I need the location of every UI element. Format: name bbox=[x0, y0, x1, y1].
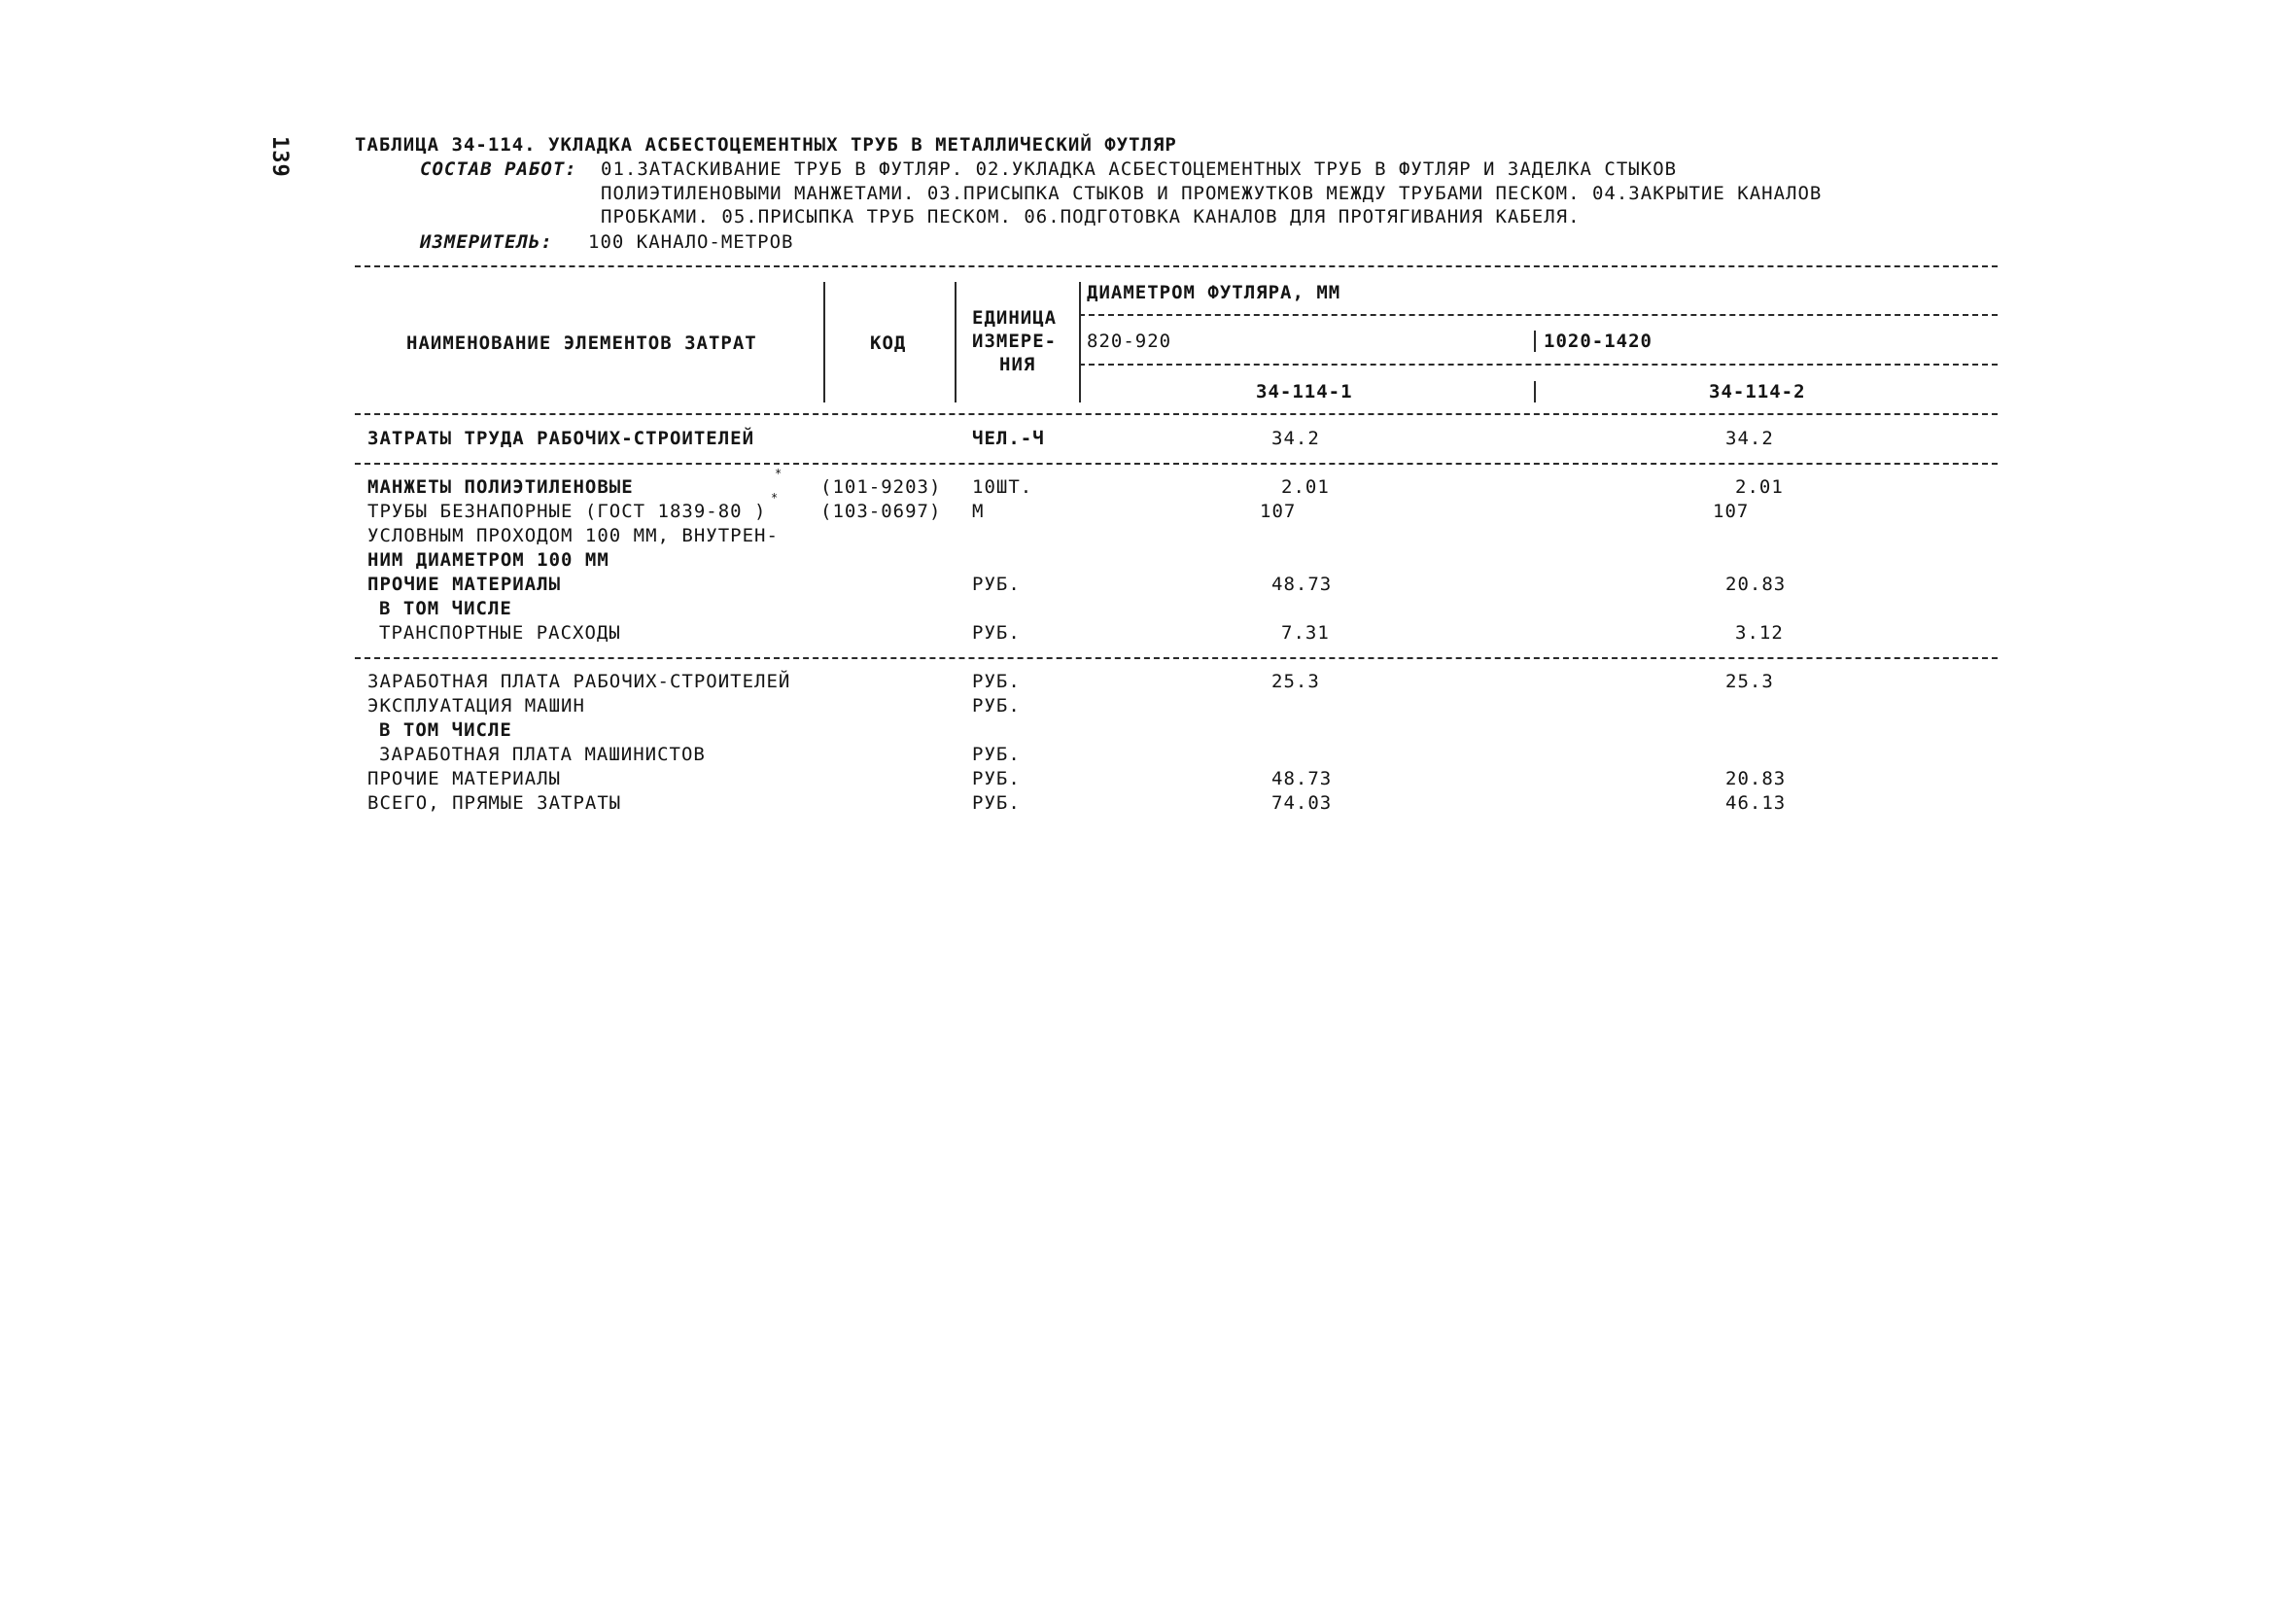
section-rule-2 bbox=[355, 657, 1998, 659]
header-separator-code bbox=[823, 282, 825, 402]
row-pipes-unit: М bbox=[972, 501, 985, 522]
section-rule-1 bbox=[355, 463, 1998, 465]
page-number: 139 bbox=[267, 136, 292, 178]
row-wages-name: ЗАРАБОТНАЯ ПЛАТА РАБОЧИХ-СТРОИТЕЛЕЙ bbox=[367, 671, 791, 692]
header-separator-range bbox=[1534, 331, 1536, 352]
row-pipes-name: ТРУБЫ БЕЗНАПОРНЫЕ (ГОСТ 1839-80 ) bbox=[367, 501, 767, 522]
header-unit-1: ЕДИНИЦА bbox=[972, 307, 1058, 329]
row-including-label-2: В ТОМ ЧИСЛЕ bbox=[379, 719, 512, 741]
row-wages-value-2: 25.3 bbox=[1725, 671, 1774, 692]
row-transport-unit: РУБ. bbox=[972, 622, 1021, 644]
row-other-materials-2-value-2: 20.83 bbox=[1725, 768, 1787, 789]
header-code: КОД bbox=[870, 332, 907, 354]
header-separator-diameter bbox=[1079, 282, 1081, 402]
header-range-2: 1020-1420 bbox=[1544, 331, 1652, 352]
row-other-materials-value-2: 20.83 bbox=[1725, 574, 1787, 595]
row-pipes-continuation-1: УСЛОВНЫМ ПРОХОДОМ 100 ММ, ВНУТРЕН- bbox=[367, 525, 779, 546]
row-total-value-1: 74.03 bbox=[1271, 792, 1333, 814]
row-pipes-code: (103-0697) bbox=[820, 501, 942, 522]
row-pipes-continuation-2: НИМ ДИАМЕТРОМ 100 ММ bbox=[367, 549, 609, 571]
work-line-3: ПРОБКАМИ. 05.ПРИСЫПКА ТРУБ ПЕСКОМ. 06.ПОДГОТОВКА КАНАЛОВ ДЛЯ ПРОТЯГИВАНИЯ КАБЕЛЯ. bbox=[601, 206, 1581, 227]
work-line-2: ПОЛИЭТИЛЕНОВЫМИ МАНЖЕТАМИ. 03.ПРИСЫПКА СТЫКОВ И ПРОМЕЖУТКОВ МЕЖДУ ТРУБАМИ ПЕСКОМ. 04.ЗАКРЫТИЕ КАНАЛОВ bbox=[601, 183, 1823, 204]
header-name: НАИМЕНОВАНИЕ ЭЛЕМЕНТОВ ЗАТРАТ bbox=[406, 332, 757, 354]
header-separator-col bbox=[1534, 381, 1536, 402]
table-top-rule bbox=[355, 265, 1998, 267]
row-operators-name: ЗАРАБОТНАЯ ПЛАТА МАШИНИСТОВ bbox=[379, 744, 706, 765]
header-rule-2 bbox=[1079, 364, 1998, 366]
header-separator-unit bbox=[955, 282, 957, 402]
row-operators-unit: РУБ. bbox=[972, 744, 1021, 765]
row-labor-value-2: 34.2 bbox=[1725, 428, 1774, 449]
row-pipes-mark: * bbox=[771, 491, 780, 505]
row-cuffs-value-2: 2.01 bbox=[1735, 476, 1784, 498]
row-pipes-value-2: 107 bbox=[1713, 501, 1750, 522]
row-other-materials-2-value-1: 48.73 bbox=[1271, 768, 1333, 789]
row-cuffs-code: (101-9203) bbox=[820, 476, 942, 498]
row-transport-name: ТРАНСПОРТНЫЕ РАСХОДЫ bbox=[379, 622, 621, 644]
work-composition-label: СОСТАВ РАБОТ: bbox=[420, 158, 577, 180]
row-cuffs-name: МАНЖЕТЫ ПОЛИЭТИЛЕНОВЫЕ bbox=[367, 476, 634, 498]
header-unit-3: НИЯ bbox=[999, 354, 1036, 375]
row-cuffs-mark: * bbox=[775, 467, 783, 480]
work-line-1: 01.ЗАТАСКИВАНИЕ ТРУБ В ФУТЛЯР. 02.УКЛАДКА АСБЕСТОЦЕМЕНТНЫХ ТРУБ В ФУТЛЯР И ЗАДЕЛКА СТЫКОВ bbox=[601, 158, 1678, 180]
table-title: ТАБЛИЦА 34-114. УКЛАДКА АСБЕСТОЦЕМЕНТНЫХ ТРУБ В МЕТАЛЛИЧЕСКИЙ ФУТЛЯР bbox=[355, 134, 1177, 156]
header-diameter: ДИАМЕТРОМ ФУТЛЯРА, ММ bbox=[1087, 282, 1341, 303]
row-labor-name: ЗАТРАТЫ ТРУДА РАБОЧИХ-СТРОИТЕЛЕЙ bbox=[367, 428, 755, 449]
row-total-value-2: 46.13 bbox=[1725, 792, 1787, 814]
header-col-1: 34-114-1 bbox=[1256, 381, 1353, 402]
row-total-name: ВСЕГО, ПРЯМЫЕ ЗАТРАТЫ bbox=[367, 792, 622, 814]
header-col-2: 34-114-2 bbox=[1709, 381, 1806, 402]
row-cuffs-unit: 10ШТ. bbox=[972, 476, 1033, 498]
row-other-materials-2-unit: РУБ. bbox=[972, 768, 1021, 789]
row-other-materials-unit: РУБ. bbox=[972, 574, 1021, 595]
row-wages-unit: РУБ. bbox=[972, 671, 1021, 692]
row-labor-unit: ЧЕЛ.-Ч bbox=[972, 428, 1045, 449]
row-including-label-1: В ТОМ ЧИСЛЕ bbox=[379, 598, 512, 619]
row-transport-value-2: 3.12 bbox=[1735, 622, 1784, 644]
row-total-unit: РУБ. bbox=[972, 792, 1021, 814]
row-labor-value-1: 34.2 bbox=[1271, 428, 1320, 449]
header-rule-1 bbox=[1079, 314, 1998, 316]
row-wages-value-1: 25.3 bbox=[1271, 671, 1320, 692]
header-bottom-rule bbox=[355, 413, 1998, 415]
measure-label: ИЗМЕРИТЕЛЬ: bbox=[420, 231, 553, 253]
row-other-materials-2-name: ПРОЧИЕ МАТЕРИАЛЫ bbox=[367, 768, 562, 789]
row-other-materials-value-1: 48.73 bbox=[1271, 574, 1333, 595]
row-cuffs-value-1: 2.01 bbox=[1281, 476, 1330, 498]
measure-value: 100 КАНАЛО-МЕТРОВ bbox=[588, 231, 794, 253]
row-machines-unit: РУБ. bbox=[972, 695, 1021, 717]
row-other-materials-name: ПРОЧИЕ МАТЕРИАЛЫ bbox=[367, 574, 562, 595]
row-pipes-value-1: 107 bbox=[1260, 501, 1297, 522]
header-unit-2: ИЗМЕРЕ- bbox=[972, 331, 1058, 352]
row-machines-name: ЭКСПЛУАТАЦИЯ МАШИН bbox=[367, 695, 585, 717]
header-range-1: 820-920 bbox=[1087, 331, 1172, 352]
row-transport-value-1: 7.31 bbox=[1281, 622, 1330, 644]
